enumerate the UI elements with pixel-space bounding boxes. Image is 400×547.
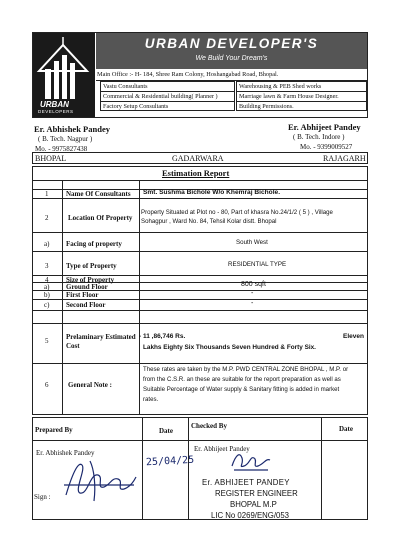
row-1-value: Smt. Sushma Bichole W/o Khemraj Bichole. (143, 189, 281, 196)
handwritten-date: 25/04/25 (145, 454, 195, 469)
service-right-2: Marriage lawn & Farm House Designer. (239, 93, 339, 100)
row-3-no: 3 (45, 262, 49, 270)
row-5-amount: - 11 ,86,746 Rs. (139, 333, 186, 340)
row-4c-value: - (251, 300, 254, 307)
row-2-value-line1: Property Situated at Plot no - 80, Part of khasra No.24/1/2 ( 5 ) , Village (141, 209, 333, 216)
row-4a-value: 800 sqft (241, 281, 266, 288)
row-4b-no: b) (44, 291, 50, 299)
contact-left-degree: ( B. Tech. Nagpur ) (38, 135, 93, 143)
row-5-words: Lakhs Eighty Six Thousands Seven Hundred & Forty Six. (143, 344, 316, 351)
row-4c-label: Second Floor (66, 301, 106, 309)
prepared-by-name: Er. Abhishek Pandey (36, 449, 95, 457)
contact-left-name: Er. Abhishek Pandey (34, 124, 110, 134)
service-right-1: Warehousing & PEB Shed works (239, 83, 322, 90)
logo-text-urban: URBAN (40, 100, 69, 109)
stamp-line-2: REGISTER ENGINEER (215, 489, 298, 498)
office-address: Main Office :- H- 184, Shree Ram Colony, Hoshangabad Road, Bhopal. (97, 71, 279, 78)
row-3-value: RESIDENTIAL TYPE (228, 261, 287, 268)
date-label-left: Date (159, 427, 173, 435)
prepared-by-label: Prepared By (35, 426, 73, 434)
report-title: Estimation Report (162, 168, 230, 178)
row-4b-label: First Floor (66, 291, 99, 299)
service-right-3: Building Permissions. (239, 103, 294, 110)
row-6-note-4: rates. (143, 396, 159, 403)
row-a-no: a) (44, 240, 50, 248)
service-left-2: Commercial & Residential building( Planner ) (103, 93, 218, 100)
company-tagline: We Build Your Dream's (195, 55, 268, 62)
row-2-label: Location Of Property (68, 214, 133, 222)
row-4a-no: a) (44, 283, 50, 291)
row-3-label: Type of Property (66, 262, 117, 270)
row-4b-value: - (251, 290, 254, 297)
row-5-label-line1: Prelaminary Estimated (66, 333, 136, 341)
row-2-value-line2: Sohagpur , Ward No. 84, Tehsil Kolar distt. Bhopal (141, 218, 277, 225)
row-6-label: General Note : (68, 381, 112, 389)
stamp-line-1: Er. ABHIJEET PANDEY (202, 478, 290, 487)
signature-right-icon (228, 448, 274, 474)
company-name: URBAN DEVELOPER'S (144, 36, 319, 51)
location-gadarwara: GADARWARA (172, 154, 224, 163)
row-4-label: Size of Property (66, 276, 115, 284)
row-6-no: 6 (45, 381, 49, 389)
service-left-3: Factory Setup Consultants (103, 103, 169, 110)
stamp-line-3: BHOPAL M.P (230, 500, 277, 509)
row-6-note-3: Suitable Percentage of Water supply & Sanitary fitting is added in market (143, 386, 340, 393)
row-1-no: 1 (45, 190, 49, 198)
contact-right-name: Er. Abhijeet Pandey (288, 122, 361, 132)
checked-by-label: Checked By (191, 422, 227, 430)
contact-left-mobile: Mo. - 9975827438 (35, 145, 88, 153)
row-4a-label: Ground Floor (66, 283, 108, 291)
row-5-no: 5 (45, 337, 49, 345)
contact-right-degree: ( B. Tech. Indore ) (293, 133, 345, 141)
stamp-line-4: LIC No 0269/ENG/053 (211, 511, 290, 520)
logo-text-developers: DEVELOPERS (38, 109, 74, 114)
service-left-1: Vastu Consultants (103, 83, 148, 90)
checked-by-name: Er. Abhijeet Pandey (194, 445, 250, 453)
row-6-note-1: These rates are taken by the M.P. PWD CENTRAL ZONE BHOPAL , M.P. or (143, 366, 349, 373)
row-1-label: Name Of Consultants (66, 190, 131, 198)
row-4-no: 4 (45, 276, 49, 284)
sign-label: Sign : (34, 493, 51, 501)
location-rajagarh: RAJAGARH (323, 154, 366, 163)
row-6-note-2: from the C.S.R. an these are suitable for the report preparation as well as (143, 376, 341, 383)
row-a-value: South West (236, 239, 268, 246)
row-5-amount-tail: Eleven (343, 333, 364, 340)
location-bhopal: BHOPAL (35, 154, 67, 163)
row-5-label-line2: Cost (66, 342, 80, 350)
contact-right-mobile: Mo. - 9399009527 (300, 143, 353, 151)
row-2-no: 2 (45, 214, 49, 222)
signature-left-icon (60, 455, 140, 507)
row-4c-no: c) (44, 301, 50, 309)
row-a-label: Facing of property (66, 240, 122, 248)
date-label-right: Date (339, 425, 353, 433)
